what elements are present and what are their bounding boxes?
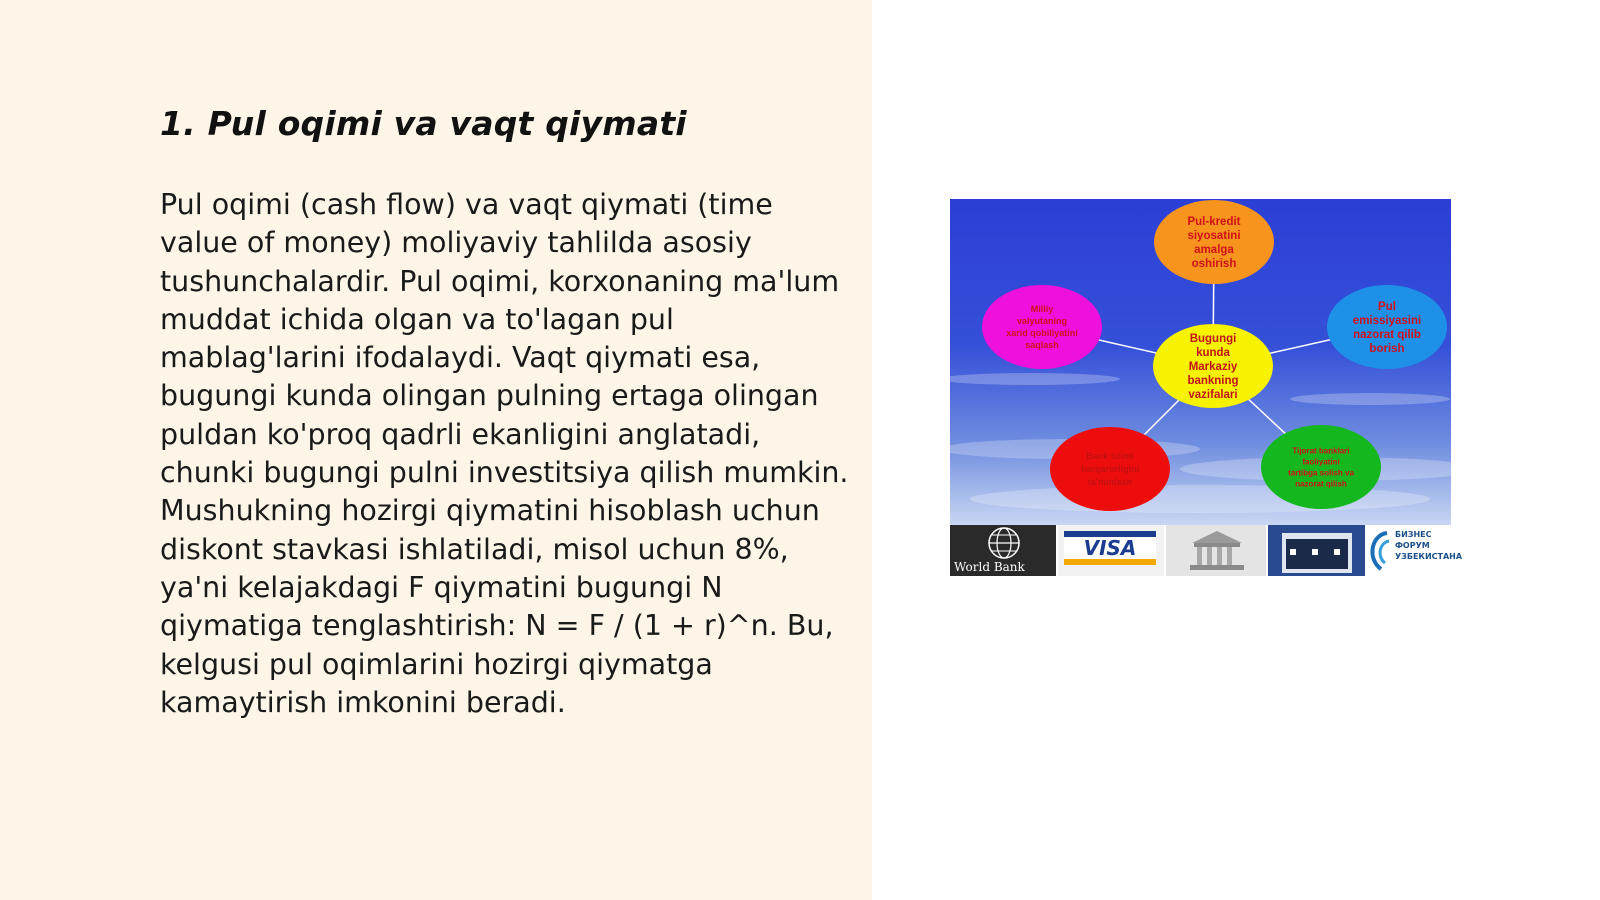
- central-bank-diagram: [950, 199, 1451, 525]
- node-left-label: saqlash: [1025, 340, 1059, 351]
- node-center-label: bankning: [1187, 375, 1239, 388]
- node-bottom-right-label: nazorat qilish: [1295, 479, 1347, 489]
- node-bottom-right-label: tartibga solish va: [1288, 468, 1354, 478]
- bank-building-logo: [1166, 525, 1268, 576]
- node-bottom-right-label: faoliyatini: [1302, 457, 1340, 467]
- node-left: [982, 285, 1102, 369]
- node-left-bubble: [982, 285, 1102, 369]
- node-left-label: xarid qobiliyatini: [1006, 328, 1078, 339]
- node-right-label: emissiyasini: [1352, 315, 1422, 328]
- node-bottom-left-label: Bank tizimi: [1086, 451, 1134, 462]
- node-center-label: kunda: [1196, 347, 1230, 360]
- node-right-label: borish: [1369, 343, 1405, 356]
- node-top-label: Pul-kredit: [1187, 216, 1241, 229]
- node-center-label: vazifalari: [1188, 389, 1238, 402]
- node-top: [1154, 200, 1274, 284]
- node-right-label: Pul: [1378, 301, 1396, 314]
- node-bottom-right-bubble: [1261, 425, 1381, 509]
- node-bottom-left: [1050, 427, 1170, 511]
- forum-logo-text: БИЗНЕС ФОРУМ УЗБЕКИСТАНА: [1395, 530, 1463, 561]
- node-bottom-right-label: Tijorat banklari: [1292, 446, 1350, 456]
- forum-swirl-icon: [1365, 525, 1395, 576]
- central-bank-functions-picture: [950, 199, 1463, 576]
- world-bank-text: World Bank: [954, 560, 1025, 574]
- visa-logo: [1058, 525, 1166, 576]
- slide-title: 1. Pul oqimi va vaqt qiymati: [160, 104, 687, 143]
- node-bottom-right: [1261, 425, 1381, 509]
- visa-text: VISA: [1064, 531, 1156, 565]
- node-left-label: valyutaning: [1016, 316, 1068, 327]
- bank-building-icon: [1166, 525, 1268, 576]
- node-center-label: Bugungi: [1189, 333, 1237, 346]
- office-building-icon: [1268, 525, 1365, 576]
- building-logo: [1268, 525, 1365, 576]
- node-bottom-left-label: barqarorligini: [1080, 464, 1140, 475]
- node-bottom-left-label: ta'minlash: [1087, 477, 1133, 488]
- node-center-label: Markaziy: [1188, 361, 1238, 374]
- node-top-label: amalga: [1194, 244, 1234, 257]
- node-top-label: oshirish: [1191, 258, 1237, 271]
- logo-strip: [950, 525, 1463, 576]
- node-right-label: nazorat qilib: [1353, 329, 1421, 342]
- slide-body-text: Pul oqimi (cash flow) va vaqt qiymati (time value of money) moliyaviy tahlilda asosiy tushunchalardir. Pul oqimi, korxonaning ma'lum muddat ichida olgan va to'lagan pul mablag'larini ifodalaydi. Vaqt qiymati esa, bugungi kunda olingan pulning ertaga olingan puldan ko'proq qadrli ekanligini anglatadi, chunki bugungi pulni investitsiya qilish mumkin. Mushukning hozirgi qiymatini hisoblash uchun diskont stavkasi ishlatiladi, misol uchun 8%, ya'ni kelajakdagi F qiymatini bugungi N qiymatiga tenglashtirish: N = F / (1 + r)^n. Bu, kelgusi pul oqimlarini hozirgi qiymatga kamaytirish imkonini beradi.: [160, 188, 849, 719]
- forum-logo: [1365, 525, 1463, 576]
- node-left-label: Milliy: [1030, 304, 1054, 315]
- node-center: [1153, 324, 1273, 408]
- node-top-label: siyosatini: [1187, 230, 1241, 243]
- world-bank-logo: [950, 525, 1058, 576]
- node-right: [1327, 285, 1447, 369]
